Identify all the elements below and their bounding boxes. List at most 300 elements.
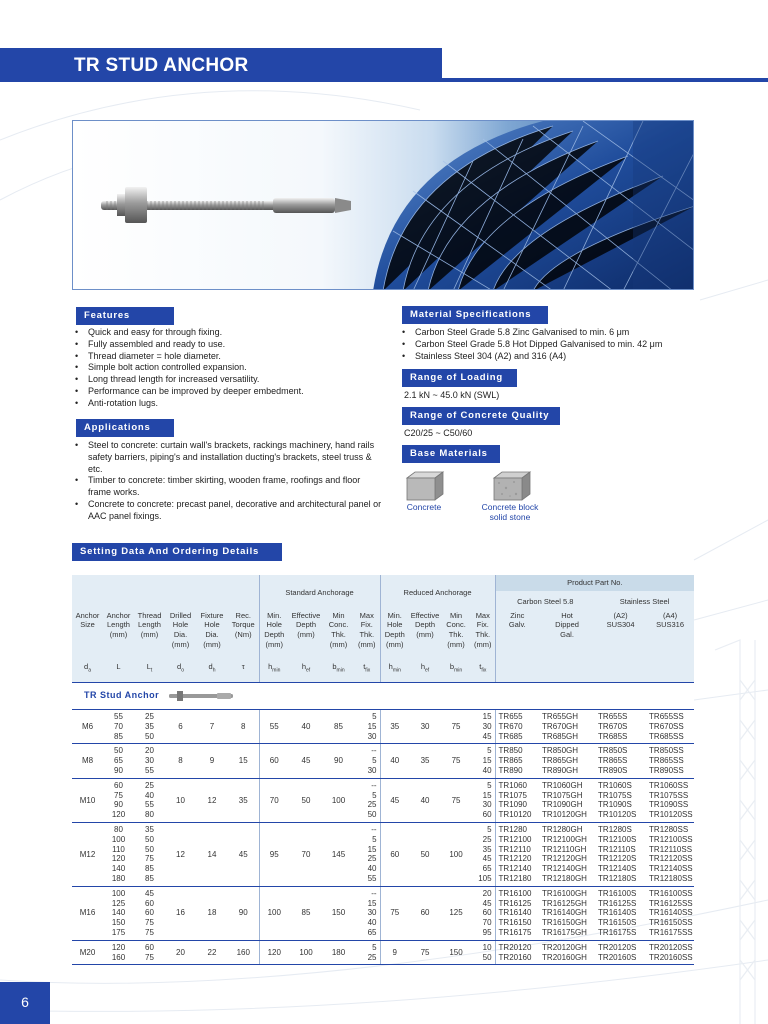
cell-value: TR12120GH bbox=[542, 854, 587, 864]
symbol: τ bbox=[241, 661, 245, 671]
column-header-line: Anchor bbox=[106, 610, 131, 620]
table-cell: 100 bbox=[259, 886, 289, 940]
cell-value: TR12120S bbox=[598, 854, 637, 864]
cell-value: TR655S bbox=[598, 712, 628, 722]
table-cell bbox=[595, 744, 646, 778]
symbol-header bbox=[134, 658, 165, 683]
column-header-line: Fix. bbox=[360, 620, 373, 630]
cell-value: TR850 bbox=[498, 746, 523, 756]
table-cell: 40 bbox=[380, 744, 409, 778]
table-cell bbox=[103, 778, 134, 822]
column-header-line: (mm) bbox=[171, 639, 190, 649]
table-row bbox=[72, 823, 694, 887]
cell-value: 30 bbox=[145, 756, 154, 766]
symbol-header bbox=[595, 658, 646, 683]
column-header-line: (Nm) bbox=[234, 630, 252, 640]
cell-value: 30 bbox=[367, 908, 377, 918]
setting-heading: Setting Data And Ordering Details bbox=[72, 543, 282, 561]
cell-value: TR12100SS bbox=[649, 834, 693, 844]
table-cell: 15 bbox=[228, 744, 259, 778]
features-list bbox=[73, 327, 393, 410]
table-cell bbox=[471, 710, 495, 744]
cell-value: -- bbox=[371, 888, 377, 898]
list-item: • Thread diameter = hole diameter. bbox=[73, 351, 393, 363]
cell-value: 75 bbox=[114, 790, 123, 800]
column-header-line: (mm) bbox=[265, 639, 283, 649]
list-item: • Quick and easy for through fixing. bbox=[73, 327, 393, 339]
cell-value: TR1280SS bbox=[649, 825, 689, 835]
column-header-line: Min. bbox=[387, 610, 402, 620]
cell-value: 75 bbox=[145, 928, 154, 938]
cell-value: 80 bbox=[114, 825, 123, 835]
table-cell: 45 bbox=[289, 744, 323, 778]
cell-value: 45 bbox=[482, 898, 492, 908]
table-cell: 45 bbox=[228, 823, 259, 887]
table-cell: 14 bbox=[196, 823, 228, 887]
cell-value: TR850SS bbox=[649, 746, 684, 756]
symbol-subscript: min bbox=[454, 667, 463, 674]
symbol-header bbox=[165, 658, 196, 683]
cell-value: TR20160SS bbox=[649, 952, 693, 962]
column-header bbox=[441, 611, 471, 658]
symbol-header bbox=[539, 658, 595, 683]
symbol-subscript: ef bbox=[425, 667, 430, 674]
symbol-header bbox=[380, 658, 409, 683]
table-cell bbox=[471, 940, 495, 965]
title-bar-rule bbox=[442, 78, 768, 82]
table-row bbox=[72, 886, 694, 940]
cell-value: 175 bbox=[111, 928, 126, 938]
column-header-line: (A4) bbox=[662, 610, 678, 620]
cell-value: TR655 bbox=[498, 712, 523, 722]
cell-value: 40 bbox=[145, 790, 154, 800]
cell-value: 180 bbox=[111, 874, 126, 884]
product-band bbox=[72, 683, 694, 710]
cell-value: 50 bbox=[145, 834, 154, 844]
cell-value: TR1090GH bbox=[542, 800, 583, 810]
concrete-cube-icon bbox=[405, 470, 445, 502]
table-cell: 20 bbox=[165, 940, 196, 965]
cell-value: 5 bbox=[487, 780, 492, 790]
column-header-line: Depth bbox=[295, 620, 316, 630]
table-cell bbox=[646, 778, 694, 822]
column-header bbox=[323, 611, 354, 658]
cell-value: 55 bbox=[145, 766, 154, 776]
table-cell: 95 bbox=[259, 823, 289, 887]
cell-value: TR890GH bbox=[542, 766, 579, 776]
concrete-block-icon bbox=[492, 470, 532, 502]
cell-value: 120 bbox=[111, 810, 126, 820]
cell-value: TR12100GH bbox=[542, 834, 587, 844]
column-header-line: Fix. bbox=[476, 620, 489, 630]
table-cell: 18 bbox=[196, 886, 228, 940]
cell-value: TR16150 bbox=[498, 918, 532, 928]
symbol: d bbox=[177, 661, 182, 671]
table-cell: 120 bbox=[259, 940, 289, 965]
base-material-block-line2: solid stone bbox=[489, 511, 531, 522]
table-cell: 90 bbox=[323, 744, 354, 778]
table-cell bbox=[646, 710, 694, 744]
column-header bbox=[380, 611, 409, 658]
table-cell bbox=[539, 778, 595, 822]
cell-value: TR20160GH bbox=[542, 952, 587, 962]
cell-value: TR1075SS bbox=[649, 790, 689, 800]
table-cell bbox=[354, 778, 380, 822]
hero-image bbox=[72, 120, 694, 290]
column-header-line: Hole bbox=[266, 620, 282, 630]
cell-value: 140 bbox=[111, 864, 126, 874]
column-header-line: Conc. bbox=[328, 620, 349, 630]
table-cell bbox=[495, 886, 539, 940]
cell-value: TR1060SS bbox=[649, 780, 689, 790]
table-row bbox=[72, 778, 694, 822]
carbon-steel-header: Carbon Steel 5.8 bbox=[495, 591, 595, 611]
table-cell: M8 bbox=[72, 744, 103, 778]
cell-value: TR20160S bbox=[598, 952, 637, 962]
symbol-subscript: min bbox=[272, 667, 281, 674]
list-item: • Carbon Steel Grade 5.8 Hot Dipped Galvanised to min. 42 μm bbox=[400, 339, 700, 351]
cell-value: TR12140SS bbox=[649, 864, 693, 874]
cell-value: 60 bbox=[114, 780, 123, 790]
symbol-header bbox=[354, 658, 380, 683]
symbol: b bbox=[332, 661, 337, 671]
column-header bbox=[103, 611, 134, 658]
table-cell bbox=[495, 940, 539, 965]
cell-value: TR12120 bbox=[498, 854, 532, 864]
column-header-line: Thk. bbox=[359, 630, 375, 640]
cell-value: TR1075GH bbox=[542, 790, 583, 800]
cell-value: 125 bbox=[111, 898, 126, 908]
cell-value: 40 bbox=[482, 766, 492, 776]
page-number: 6 bbox=[0, 982, 50, 1024]
column-header-line: Length bbox=[107, 620, 130, 630]
table-cell bbox=[646, 823, 694, 887]
cell-value: 15 bbox=[482, 712, 492, 722]
col-anchor-size bbox=[72, 575, 103, 611]
cell-value: 15 bbox=[482, 790, 492, 800]
table-cell: 75 bbox=[441, 778, 471, 822]
column-header-line: Hole bbox=[204, 620, 220, 630]
cell-value: TR16100GH bbox=[542, 888, 587, 898]
cell-value: 5 bbox=[372, 942, 377, 952]
cell-value: TR1280 bbox=[498, 825, 528, 835]
table-cell bbox=[495, 778, 539, 822]
table-cell: 150 bbox=[441, 940, 471, 965]
cell-value: 60 bbox=[482, 908, 492, 918]
column-header-line: Length bbox=[138, 620, 161, 630]
cell-value: TR12110GH bbox=[542, 844, 587, 854]
symbol-header bbox=[471, 658, 495, 683]
symbol: L bbox=[146, 661, 151, 671]
table-cell bbox=[134, 710, 165, 744]
cell-value: 120 bbox=[111, 854, 126, 864]
cell-value: TR1075 bbox=[498, 790, 528, 800]
column-header-line: Dia. bbox=[173, 630, 188, 640]
table-cell bbox=[134, 940, 165, 965]
cell-value: TR20120S bbox=[598, 942, 637, 952]
cell-value: 35 bbox=[145, 825, 154, 835]
cell-value: TR1060S bbox=[598, 780, 632, 790]
setting-data-table bbox=[72, 575, 694, 965]
cell-value: 15 bbox=[367, 721, 377, 731]
col-spacer bbox=[165, 575, 196, 611]
cell-value: 5 bbox=[372, 756, 377, 766]
table-row bbox=[72, 744, 694, 778]
cell-value: 85 bbox=[145, 874, 154, 884]
symbol-subscript: o bbox=[181, 667, 184, 674]
list-item: • Timber to concrete: timber skirting, wooden frame, roofings and floor frame works. bbox=[73, 475, 385, 499]
symbol-header bbox=[441, 658, 471, 683]
cell-value: 20 bbox=[145, 746, 154, 756]
cell-value: TR12110 bbox=[498, 844, 531, 854]
table-cell: 85 bbox=[323, 710, 354, 744]
symbol-subscript: h bbox=[212, 667, 216, 674]
column-header-line: (mm) bbox=[386, 639, 404, 649]
cell-value: 25 bbox=[367, 952, 377, 962]
cell-value: 75 bbox=[145, 952, 154, 962]
cell-value: 50 bbox=[145, 731, 154, 741]
column-header-line: Effective bbox=[291, 610, 321, 620]
list-item: • Simple bolt action controlled expansion. bbox=[73, 362, 393, 374]
table-cell: 160 bbox=[228, 940, 259, 965]
column-header-line: (mm) bbox=[109, 630, 128, 640]
column-header-line: Fixture bbox=[200, 610, 224, 620]
table-cell bbox=[103, 940, 134, 965]
symbol-header bbox=[289, 658, 323, 683]
table-cell: 8 bbox=[228, 710, 259, 744]
list-item: • Carbon Steel Grade 5.8 Zinc Galvanised to min. 6 μm bbox=[400, 327, 700, 339]
column-header-line: Max bbox=[475, 610, 490, 620]
cell-value: TR685GH bbox=[542, 731, 579, 741]
column-header-line: SUS304 bbox=[606, 620, 635, 630]
cell-value: TR12110S bbox=[598, 844, 636, 854]
table-cell: 10 bbox=[165, 778, 196, 822]
material-list bbox=[400, 327, 700, 362]
column-header-line: Gal. bbox=[560, 630, 574, 640]
table-cell: 75 bbox=[380, 886, 409, 940]
cell-value: TR10120GH bbox=[542, 810, 587, 820]
cell-value: 60 bbox=[145, 908, 154, 918]
cell-value: 95 bbox=[482, 928, 492, 938]
cell-value: TR16125S bbox=[598, 898, 637, 908]
column-header-line: Zinc bbox=[510, 610, 525, 620]
table-cell: 22 bbox=[196, 940, 228, 965]
table-cell bbox=[471, 744, 495, 778]
concrete-quality-heading: Range of Concrete Quality bbox=[402, 407, 560, 425]
cell-value: 5 bbox=[372, 790, 377, 800]
table-cell bbox=[354, 823, 380, 887]
table-cell bbox=[646, 940, 694, 965]
symbol: t bbox=[363, 661, 366, 671]
table-cell: 35 bbox=[409, 744, 441, 778]
cell-value: TR1280S bbox=[598, 825, 632, 835]
table-cell: 145 bbox=[323, 823, 354, 887]
cell-value: 60 bbox=[145, 942, 154, 952]
column-header bbox=[289, 611, 323, 658]
cell-value: TR16100 bbox=[498, 888, 532, 898]
column-header-line: (mm) bbox=[140, 630, 159, 640]
cell-value: 25 bbox=[367, 800, 377, 810]
table-cell: M20 bbox=[72, 940, 103, 965]
symbol: d bbox=[208, 661, 213, 671]
cell-value: TR12140 bbox=[498, 864, 532, 874]
cell-value: TR1090SS bbox=[649, 800, 689, 810]
column-header bbox=[196, 611, 228, 658]
column-header bbox=[539, 611, 595, 658]
cell-value: TR850S bbox=[598, 746, 628, 756]
column-header-line: (mm) bbox=[447, 639, 465, 649]
table-cell: 35 bbox=[228, 778, 259, 822]
cell-value: TR655SS bbox=[649, 712, 684, 722]
base-material-block-line1: Concrete block bbox=[481, 502, 539, 512]
cell-value: TR865S bbox=[598, 756, 628, 766]
cell-value: TR12110SS bbox=[649, 844, 693, 854]
table-cell bbox=[595, 778, 646, 822]
column-header-line: Depth bbox=[384, 630, 405, 640]
cell-value: 45 bbox=[482, 731, 492, 741]
cell-value: 25 bbox=[145, 712, 154, 722]
column-header-line: Anchor bbox=[75, 610, 100, 620]
cell-value: 60 bbox=[145, 898, 154, 908]
table-cell: 60 bbox=[259, 744, 289, 778]
cell-value: TR16125SS bbox=[649, 898, 693, 908]
symbol-subscript: min bbox=[336, 667, 345, 674]
cell-value: TR890S bbox=[598, 766, 628, 776]
cell-value: 100 bbox=[111, 888, 126, 898]
column-header-line: (mm) bbox=[416, 630, 434, 640]
column-header-line: Max bbox=[359, 610, 374, 620]
cell-value: TR20160 bbox=[498, 952, 532, 962]
cell-value: 70 bbox=[482, 918, 492, 928]
column-header-line: Conc. bbox=[446, 620, 466, 630]
table-cell bbox=[539, 823, 595, 887]
cell-value: 40 bbox=[367, 864, 377, 874]
column-header bbox=[471, 611, 495, 658]
table-cell: 50 bbox=[409, 823, 441, 887]
table-cell: 60 bbox=[380, 823, 409, 887]
cell-value: TR1280GH bbox=[542, 825, 583, 835]
table-cell bbox=[134, 823, 165, 887]
band-title: TR Stud Anchor bbox=[84, 690, 160, 701]
table-cell bbox=[539, 886, 595, 940]
column-header bbox=[72, 611, 103, 658]
column-header-line: Thk. bbox=[331, 630, 346, 640]
table-cell bbox=[471, 886, 495, 940]
cell-value: 85 bbox=[145, 864, 154, 874]
table-cell bbox=[495, 710, 539, 744]
table-row bbox=[72, 940, 694, 965]
table-cell bbox=[103, 823, 134, 887]
column-header-line: Depth bbox=[264, 630, 285, 640]
cell-value: 10 bbox=[482, 942, 492, 952]
table-cell: M6 bbox=[72, 710, 103, 744]
table-cell bbox=[595, 886, 646, 940]
table-cell: 90 bbox=[228, 886, 259, 940]
cell-value: TR670SS bbox=[649, 721, 684, 731]
concrete-quality-value: C20/25 ~ C50/60 bbox=[404, 428, 473, 438]
table-cell: 16 bbox=[165, 886, 196, 940]
column-header-line: Hot bbox=[561, 610, 573, 620]
table-cell: 30 bbox=[409, 710, 441, 744]
column-header-line: Thk. bbox=[448, 630, 464, 640]
symbol: h bbox=[420, 661, 426, 671]
cell-value: -- bbox=[371, 746, 377, 756]
table-cell bbox=[495, 744, 539, 778]
cell-value: 160 bbox=[111, 952, 126, 962]
cell-value: TR12120SS bbox=[649, 854, 693, 864]
cell-value: TR16150S bbox=[598, 918, 637, 928]
cell-value: TR16140 bbox=[498, 908, 532, 918]
table-row bbox=[72, 710, 694, 744]
column-header-line: (mm) bbox=[203, 639, 221, 649]
column-header-line: Thread bbox=[137, 610, 162, 620]
table-cell: 100 bbox=[441, 823, 471, 887]
table-cell: 70 bbox=[289, 823, 323, 887]
symbol-subscript: fix bbox=[481, 667, 487, 674]
col-spacer bbox=[228, 575, 259, 611]
column-header bbox=[409, 611, 441, 658]
cell-value: 35 bbox=[482, 844, 492, 854]
table-cell bbox=[103, 710, 134, 744]
cell-value: TR10120S bbox=[598, 810, 637, 820]
symbol: h bbox=[268, 661, 273, 671]
table-cell: 40 bbox=[289, 710, 323, 744]
col-spacer bbox=[103, 575, 134, 611]
cell-value: 15 bbox=[367, 844, 377, 854]
cell-value: TR12180GH bbox=[542, 874, 587, 884]
cell-value: 105 bbox=[478, 874, 492, 884]
crane-graphic bbox=[715, 640, 755, 1024]
cell-value: 15 bbox=[367, 898, 377, 908]
table-cell bbox=[595, 940, 646, 965]
cell-value: 50 bbox=[482, 952, 492, 962]
cell-value: TR16100SS bbox=[649, 888, 693, 898]
table-cell: 85 bbox=[289, 886, 323, 940]
cell-value: 70 bbox=[114, 721, 123, 731]
table-cell: 150 bbox=[323, 886, 354, 940]
cell-value: 25 bbox=[367, 854, 377, 864]
cell-value: 80 bbox=[145, 810, 154, 820]
table-cell: 75 bbox=[409, 940, 441, 965]
symbol-header bbox=[495, 658, 539, 683]
cell-value: TR16100S bbox=[598, 888, 637, 898]
column-header-line: Min bbox=[332, 610, 345, 620]
table-cell: 70 bbox=[259, 778, 289, 822]
cell-value: -- bbox=[371, 780, 377, 790]
cell-value: 5 bbox=[372, 834, 377, 844]
col-spacer bbox=[134, 575, 165, 611]
symbol-header bbox=[259, 658, 289, 683]
cell-value: TR890 bbox=[498, 766, 523, 776]
column-header-line: Depth bbox=[415, 620, 436, 630]
table-cell: 60 bbox=[409, 886, 441, 940]
symbol-subscript: ef bbox=[306, 667, 311, 674]
cell-value: TR865 bbox=[498, 756, 523, 766]
symbol-header bbox=[103, 658, 134, 683]
cell-value: TR12180SS bbox=[649, 874, 693, 884]
column-header-line: Effective bbox=[410, 610, 440, 620]
cell-value: 5 bbox=[487, 825, 492, 835]
cell-value: 140 bbox=[111, 908, 126, 918]
cell-value: 55 bbox=[114, 712, 123, 722]
symbol-header bbox=[196, 658, 228, 683]
cell-value: TR20120GH bbox=[542, 942, 587, 952]
table-cell: 35 bbox=[380, 710, 409, 744]
stud-anchor-thumbnail bbox=[167, 690, 237, 702]
cell-value: 45 bbox=[482, 854, 492, 864]
list-item: • Steel to concrete: curtain wall's brackets, rackings machinery, hand rails safety barriers, piping's and installation ducting's brackets, steel truss & etc. bbox=[73, 440, 385, 475]
column-header-line: Drilled bbox=[169, 610, 192, 620]
